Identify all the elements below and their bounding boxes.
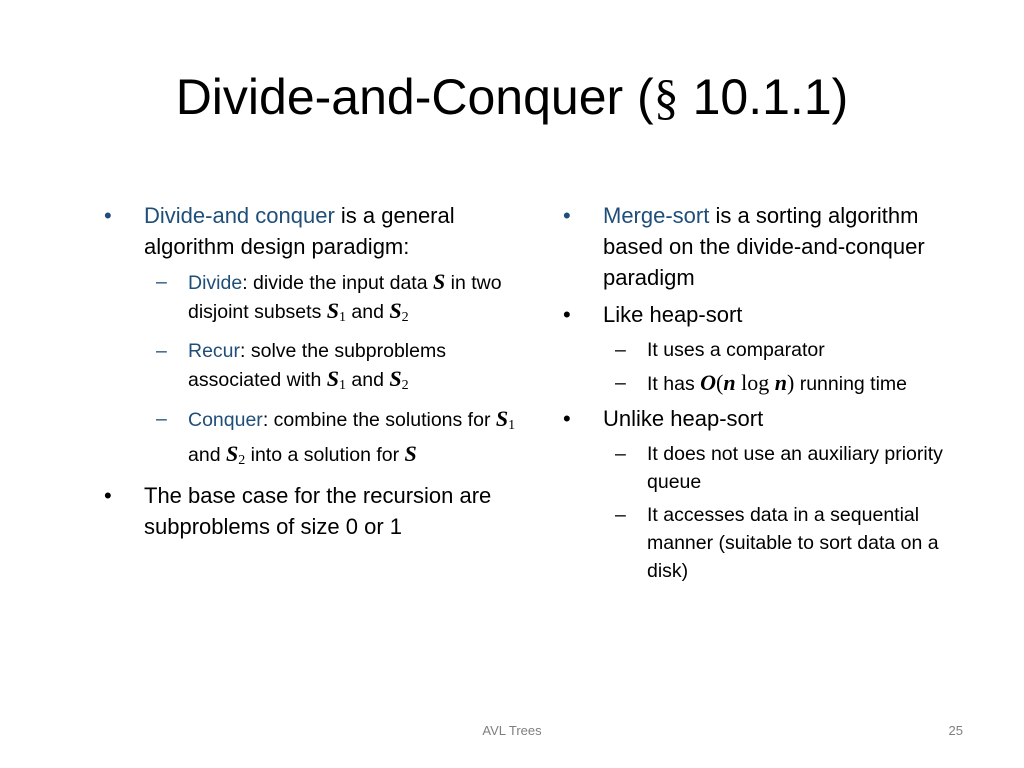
left-bullet-1 xyxy=(104,200,524,262)
right-bullet-2-text: Like heap-sort xyxy=(603,302,743,327)
left-sub-recur xyxy=(104,337,524,400)
subscript: 1 xyxy=(339,310,346,325)
left-bullet-2-text: The base case for the recursion are subproblems of size 0 or 1 xyxy=(144,483,492,539)
math-O: O xyxy=(700,370,717,395)
text: : solve the subproblems associated with xyxy=(188,340,446,391)
bullet-marker: • xyxy=(104,203,112,228)
text: It uses a comparator xyxy=(647,339,825,361)
dash-marker: – xyxy=(156,271,167,293)
text: running time xyxy=(794,373,908,395)
subscript: 2 xyxy=(401,310,409,325)
dash-marker: – xyxy=(615,339,626,361)
math-S: S xyxy=(389,366,402,391)
footer-title: AVL Trees xyxy=(482,723,542,738)
math-S2 xyxy=(389,366,408,391)
slide-title xyxy=(0,62,1024,132)
math-n: n xyxy=(774,370,787,395)
term-recur: Recur xyxy=(188,340,241,362)
math-log: log xyxy=(735,370,775,395)
right-bullet-3 xyxy=(563,403,983,434)
left-bullet-1-text: is a general algorithm design paradigm: xyxy=(144,203,455,259)
bullet-marker: • xyxy=(104,483,112,508)
math-S2 xyxy=(226,441,245,466)
dash-marker: – xyxy=(156,408,167,430)
text: and xyxy=(346,301,390,323)
text: in two disjoint subsets xyxy=(188,272,502,323)
text: and xyxy=(188,444,226,466)
right-bullet-2 xyxy=(563,299,983,330)
right-sub-no-priority-queue xyxy=(563,440,983,496)
math-paren: ) xyxy=(786,370,795,395)
term-divide: Divide xyxy=(188,272,243,294)
left-sub-conquer xyxy=(104,405,524,475)
left-column xyxy=(104,200,524,548)
text: : divide the input data xyxy=(242,272,433,294)
math-n: n xyxy=(723,370,736,395)
right-bullet-1-text: is a sorting algorithm based on the divide-and-conquer paradigm xyxy=(603,203,925,290)
text: : combine the solutions for xyxy=(262,409,496,431)
dash-marker: – xyxy=(615,443,626,465)
math-S1 xyxy=(327,298,346,323)
left-sub-divide xyxy=(104,268,524,332)
right-sub-running-time xyxy=(563,369,983,398)
right-bullet-1 xyxy=(563,200,983,293)
bullet-marker: • xyxy=(563,406,571,431)
right-column xyxy=(563,200,983,590)
math-S1 xyxy=(327,366,346,391)
page-number: 25 xyxy=(948,723,963,738)
term-merge-sort: Merge-sort xyxy=(603,203,710,228)
title-number: 10.1.1) xyxy=(678,69,849,125)
text: It accesses data in a sequential manner (suitable to sort data on a disk) xyxy=(647,504,939,582)
math-S: S xyxy=(495,406,509,431)
dash-marker: – xyxy=(615,504,626,526)
title-section-sign: § xyxy=(653,69,679,125)
text: into a solution for xyxy=(245,444,405,466)
math-S: S xyxy=(404,441,417,466)
subscript: 1 xyxy=(508,418,516,433)
text: It does not use an auxiliary priority queue xyxy=(647,443,943,493)
math-S1 xyxy=(496,406,515,431)
text: It has xyxy=(647,373,701,395)
subscript: 2 xyxy=(401,378,409,393)
dash-marker: – xyxy=(156,340,167,362)
math-paren: ( xyxy=(716,370,724,395)
dash-marker: – xyxy=(615,372,626,394)
title-main: Divide-and-Conquer ( xyxy=(175,69,654,125)
left-bullet-2 xyxy=(104,480,524,542)
math-S2 xyxy=(389,298,408,323)
math-S: S xyxy=(433,269,446,294)
right-sub-sequential-access xyxy=(563,501,983,585)
text: and xyxy=(346,369,390,391)
math-S: S xyxy=(225,441,239,466)
math-S: S xyxy=(389,298,402,323)
term-conquer: Conquer xyxy=(188,409,263,431)
bullet-marker: • xyxy=(563,302,571,327)
math-S: S xyxy=(326,366,339,391)
math-big-o xyxy=(700,370,794,395)
math-S: S xyxy=(326,298,339,323)
right-bullet-3-text: Unlike heap-sort xyxy=(603,406,764,431)
subscript: 2 xyxy=(238,453,246,468)
bullet-marker: • xyxy=(563,203,571,228)
right-sub-comparator xyxy=(563,336,983,364)
term-divide-and-conquer: Divide-and conquer xyxy=(144,203,335,228)
subscript: 1 xyxy=(339,378,346,393)
